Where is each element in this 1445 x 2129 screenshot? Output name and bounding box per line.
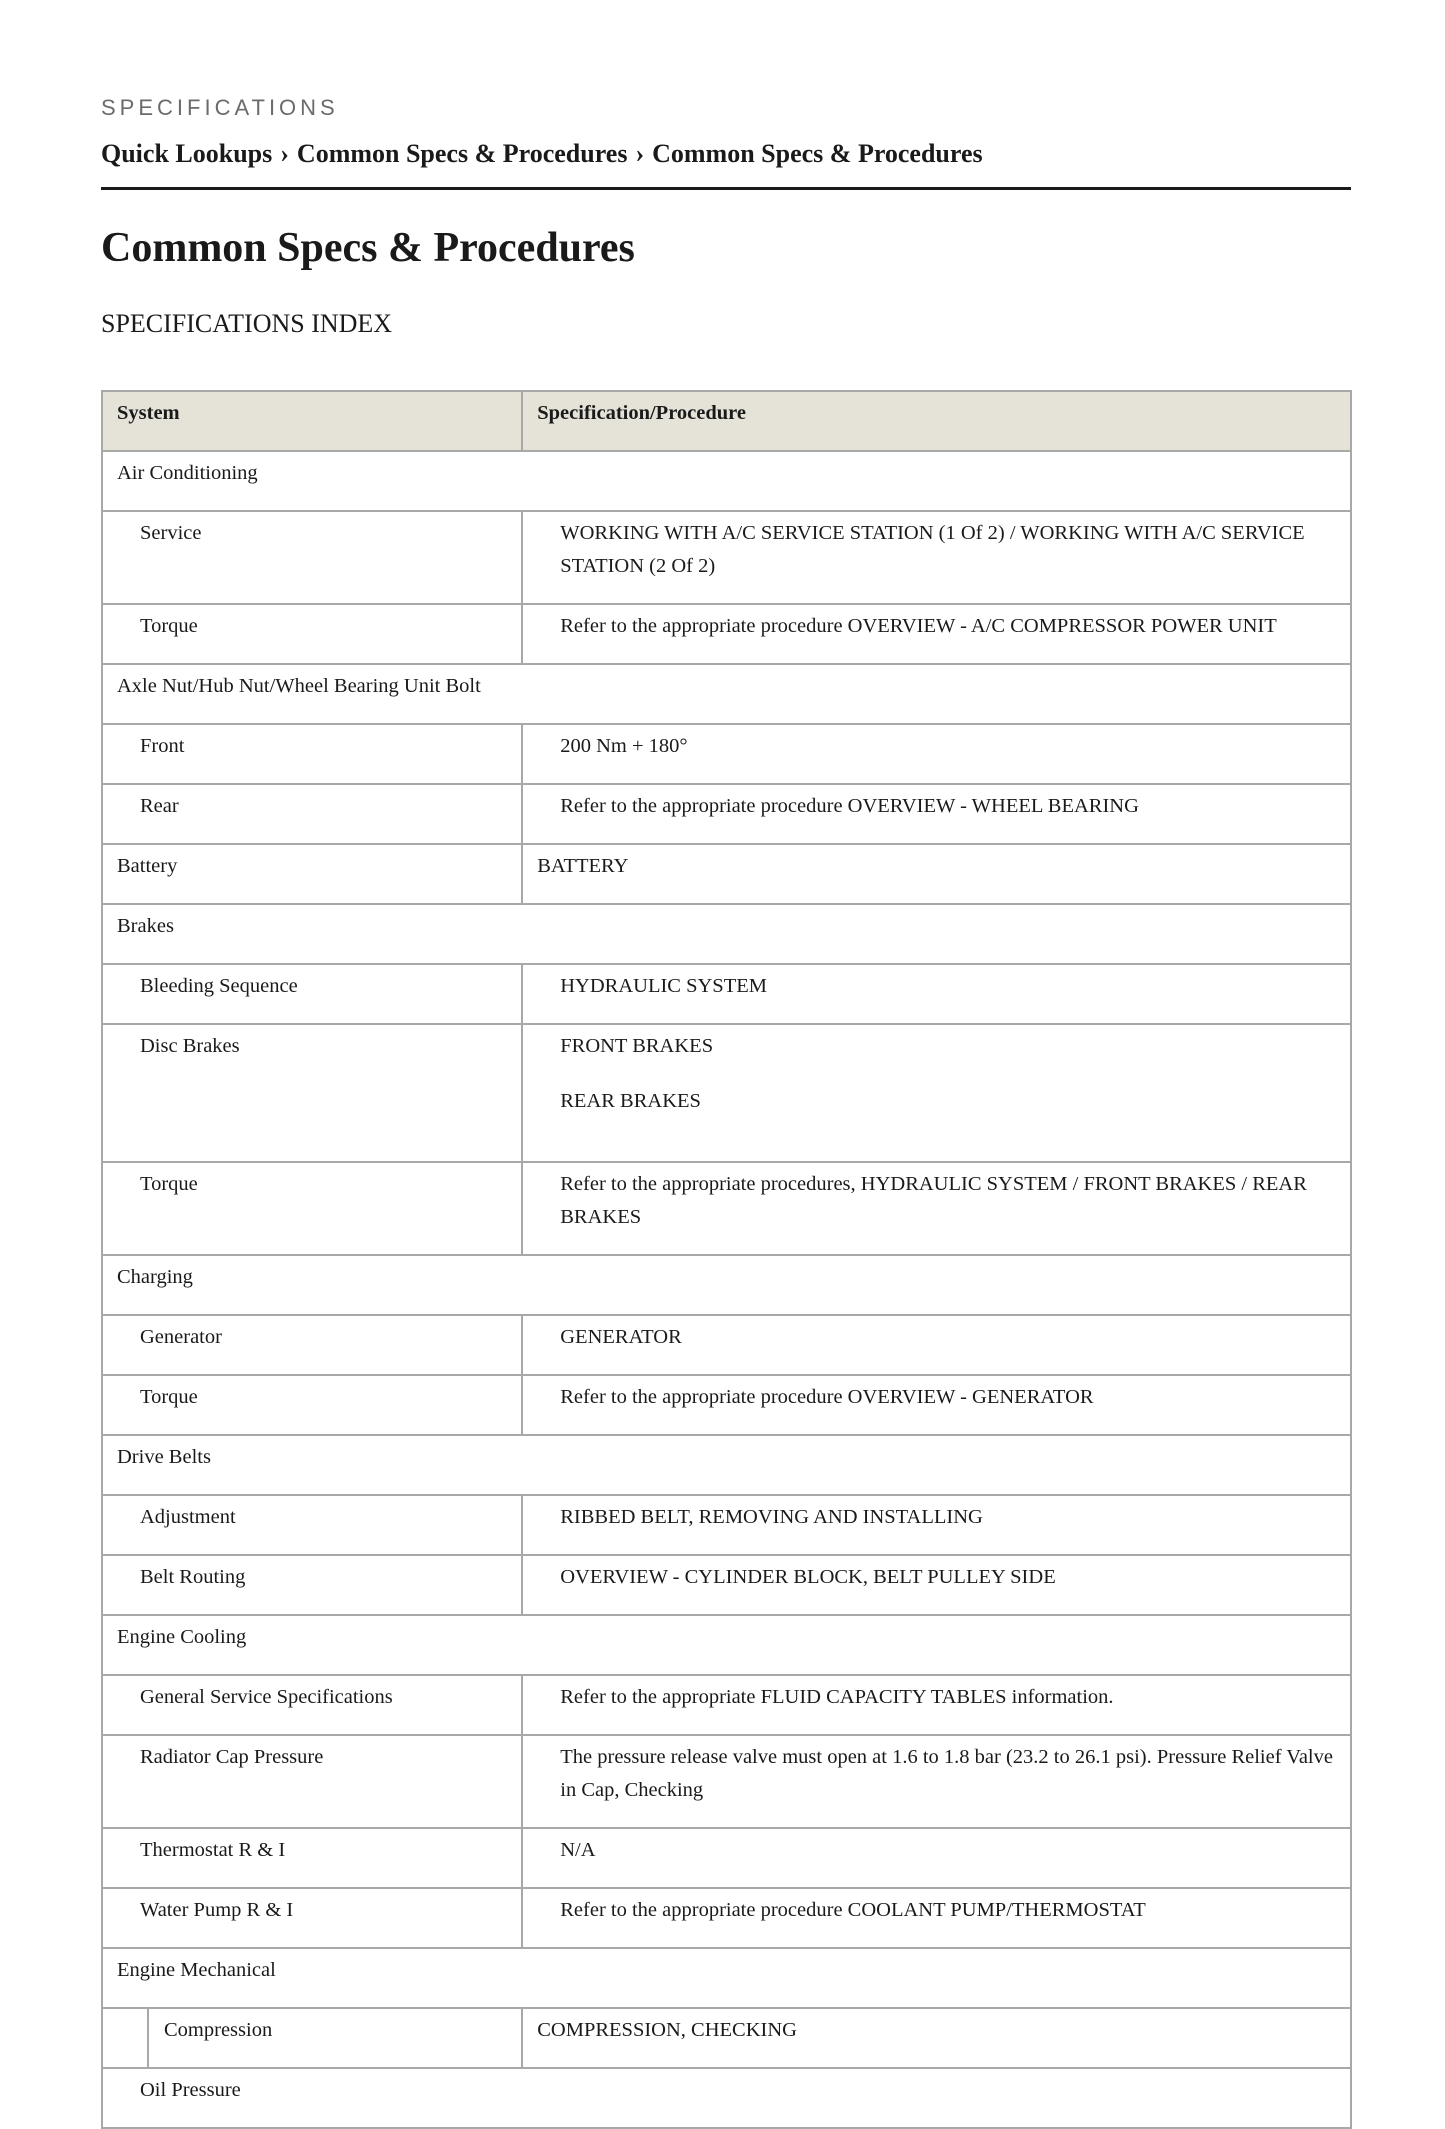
link-rear-brakes[interactable]: REAR BRAKES: [560, 1090, 701, 1112]
row-label: Disc Brakes: [102, 1024, 522, 1162]
group-label: Engine Mechanical: [102, 1948, 1351, 2008]
row-value[interactable]: BATTERY: [522, 844, 1351, 904]
table-row: [102, 1162, 1351, 1255]
row-value[interactable]: Refer to the appropriate procedure OVERVIEW - A/C COMPRESSOR POWER UNIT: [522, 604, 1351, 664]
group-row-axle: [102, 664, 1351, 724]
section-title: SPECIFICATIONS INDEX: [101, 309, 393, 338]
table-header-row: [102, 391, 1351, 451]
table-row: [102, 964, 1351, 1024]
column-header-system: System: [102, 391, 522, 451]
row-label: General Service Specifications: [102, 1675, 522, 1735]
table-row: [102, 1555, 1351, 1615]
row-value[interactable]: HYDRAULIC SYSTEM: [522, 964, 1351, 1024]
row-label: Bleeding Sequence: [102, 964, 522, 1024]
group-row-drive-belts: [102, 1435, 1351, 1495]
row-label: Adjustment: [102, 1495, 522, 1555]
group-row-charging: [102, 1255, 1351, 1315]
breadcrumb-separator: ›: [280, 139, 289, 168]
group-label: Charging: [102, 1255, 1351, 1315]
row-label: Torque: [102, 1162, 522, 1255]
specifications-table: [101, 390, 1352, 2129]
row-label: Rear: [102, 784, 522, 844]
breadcrumb-item-common-specs[interactable]: Common Specs & Procedures: [296, 139, 628, 168]
row-value[interactable]: WORKING WITH A/C SERVICE STATION (1 Of 2) / WORKING WITH A/C SERVICE STATION (2 Of 2): [522, 511, 1351, 604]
column-header-specification: Specification/Procedure: [522, 391, 1351, 451]
row-label: Water Pump R & I: [102, 1888, 522, 1948]
group-label: Drive Belts: [102, 1435, 1351, 1495]
row-label: Radiator Cap Pressure: [102, 1735, 522, 1828]
breadcrumb-item-quick-lookups[interactable]: Quick Lookups: [101, 139, 273, 168]
breadcrumb-separator: ›: [635, 139, 645, 168]
indent-cell: [102, 2008, 148, 2068]
table-row: [102, 1375, 1351, 1435]
row-value: 200 Nm + 180°: [522, 724, 1351, 784]
value-gap: [560, 1063, 1336, 1085]
row-label: Service: [102, 511, 522, 604]
table-row: [102, 511, 1351, 604]
row-value: [522, 1024, 1351, 1162]
row-value[interactable]: Refer to the appropriate FLUID CAPACITY TABLES information.: [522, 1675, 1351, 1735]
table-row: [102, 1888, 1351, 1948]
row-value[interactable]: Refer to the appropriate procedure OVERVIEW - WHEEL BEARING: [522, 784, 1351, 844]
row-label: Generator: [102, 1315, 522, 1375]
row-value[interactable]: OVERVIEW - CYLINDER BLOCK, BELT PULLEY SIDE: [522, 1555, 1351, 1615]
row-value: N/A: [522, 1828, 1351, 1888]
table-row: [102, 604, 1351, 664]
row-label: Front: [102, 724, 522, 784]
table-row: [102, 784, 1351, 844]
group-label: Axle Nut/Hub Nut/Wheel Bearing Unit Bolt: [102, 664, 1351, 724]
row-label: Battery: [102, 844, 522, 904]
table-row: [102, 2008, 1351, 2068]
table-row: [102, 1735, 1351, 1828]
group-row-engine-mechanical: [102, 1948, 1351, 2008]
page-title: Common Specs & Procedures: [101, 225, 635, 271]
row-label: Torque: [102, 604, 522, 664]
row-value[interactable]: RIBBED BELT, REMOVING AND INSTALLING: [522, 1495, 1351, 1555]
group-row-brakes: [102, 904, 1351, 964]
header-divider: [101, 187, 1351, 190]
row-value[interactable]: The pressure release valve must open at 1.6 to 1.8 bar (23.2 to 26.1 psi). Pressure Relief Valve in Cap, Checking: [522, 1735, 1351, 1828]
table-row: [102, 844, 1351, 904]
row-label: Oil Pressure: [102, 2068, 1351, 2128]
row-value[interactable]: Refer to the appropriate procedures, HYDRAULIC SYSTEM / FRONT BRAKES / REAR BRAKES: [522, 1162, 1351, 1255]
group-label: Air Conditioning: [102, 451, 1351, 511]
row-label: Torque: [102, 1375, 522, 1435]
table-row: [102, 1315, 1351, 1375]
row-value[interactable]: Refer to the appropriate procedure OVERVIEW - GENERATOR: [522, 1375, 1351, 1435]
row-label: Belt Routing: [102, 1555, 522, 1615]
table-row: [102, 2068, 1351, 2128]
group-row-engine-cooling: [102, 1615, 1351, 1675]
row-value[interactable]: COMPRESSION, CHECKING: [522, 2008, 1351, 2068]
row-label: Compression: [148, 2008, 522, 2068]
row-value[interactable]: GENERATOR: [522, 1315, 1351, 1375]
table-row: [102, 724, 1351, 784]
breadcrumb: [101, 139, 983, 169]
breadcrumb-item-current: Common Specs & Procedures: [652, 139, 983, 168]
group-label: Brakes: [102, 904, 1351, 964]
table-row: [102, 1828, 1351, 1888]
table-row: [102, 1495, 1351, 1555]
row-label: Thermostat R & I: [102, 1828, 522, 1888]
section-kicker: SPECIFICATIONS: [101, 95, 339, 120]
group-row-air-conditioning: [102, 451, 1351, 511]
table-row: [102, 1024, 1351, 1162]
table-row: [102, 1675, 1351, 1735]
link-front-brakes[interactable]: FRONT BRAKES: [560, 1035, 714, 1057]
group-label: Engine Cooling: [102, 1615, 1351, 1675]
row-value[interactable]: Refer to the appropriate procedure COOLANT PUMP/THERMOSTAT: [522, 1888, 1351, 1948]
